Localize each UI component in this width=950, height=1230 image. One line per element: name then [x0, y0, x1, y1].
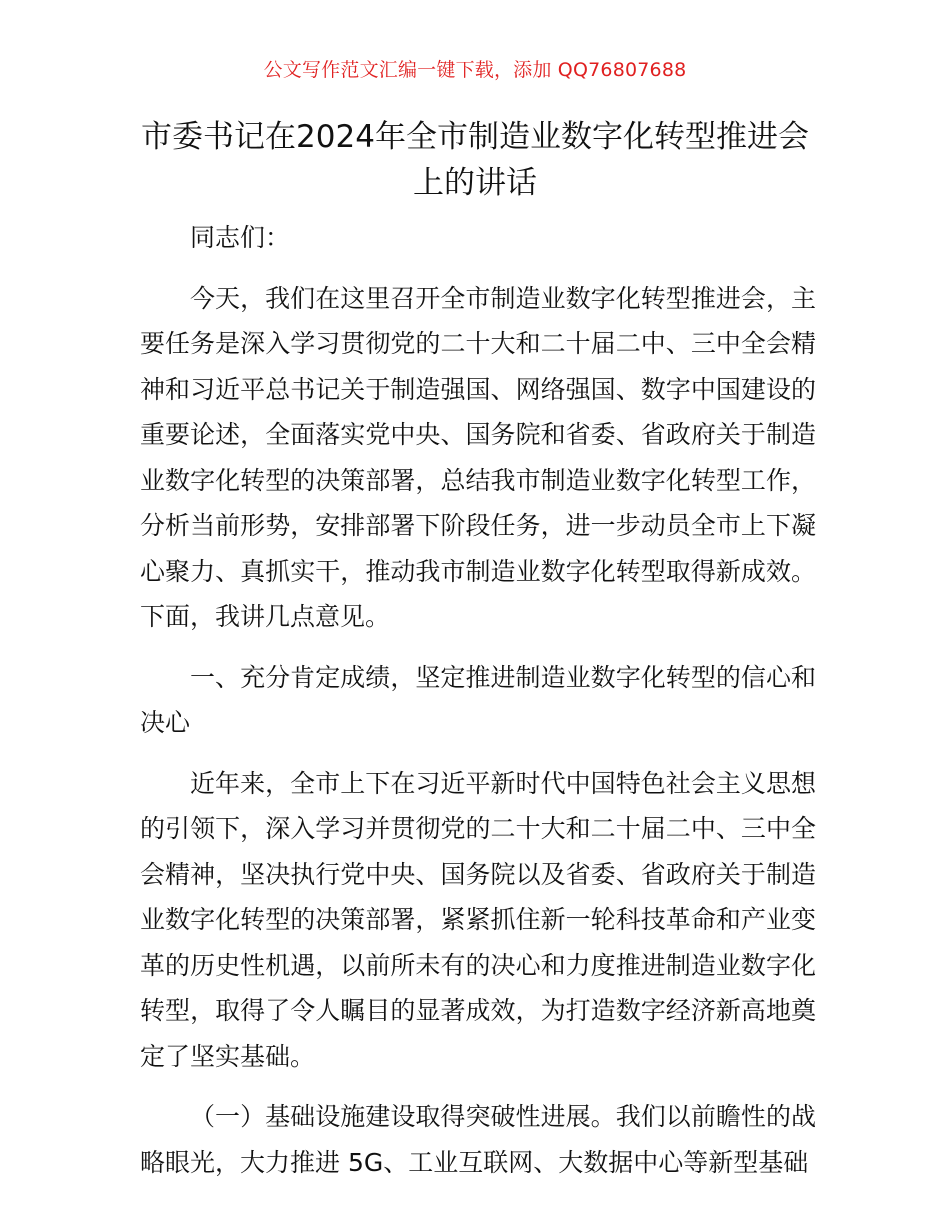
watermark-header: 公文写作范文汇编一键下载，添加 QQ76807688: [263, 59, 687, 81]
body-paragraph: （一）基础设施建设取得突破性进展。我们以前瞻性的战略眼光，大力推进 5G、工业互联网、大数据中心等新型基础: [140, 1102, 816, 1177]
page-title: 市委书记在2024年全市制造业数字化转型推进会上的讲话: [141, 119, 809, 201]
salutation: 同志们：: [190, 223, 291, 252]
document-body: [140, 215, 816, 1185]
intro-paragraph: 今天，我们在这里召开全市制造业数字化转型推进会，主要任务是深入学习贯彻党的二十大和二十届二中、三中全会精神和习近平总书记关于制造强国、网络强国、数字中国建设的重要论述，全面落实党中央、国务院和省委、省政府关于制造业数字化转型的决策部署，总结我市制造业数字化转型工作，分析当前形势，安排部署下阶段任务，进一步动员全市上下凝心聚力、真抓实干，推动我市制造业数字化转型取得新成效。下面，我讲几点意见。: [140, 283, 816, 631]
body-paragraph: 近年来，全市上下在习近平新时代中国特色社会主义思想的引领下，深入学习并贯彻党的二十大和二十届二中、三中全会精神，坚决执行党中央、国务院以及省委、省政府关于制造业数字化转型的决策部署，紧紧抓住新一轮科技革命和产业变革的历史性机遇，以前所未有的决心和力度推进制造业数字化转型，取得了令人瞩目的显著成效，为打造数字经济新高地奠定了坚实基础。: [140, 768, 816, 1071]
section-heading: 一、充分肯定成绩，坚定推进制造业数字化转型的信心和决心: [140, 662, 816, 737]
